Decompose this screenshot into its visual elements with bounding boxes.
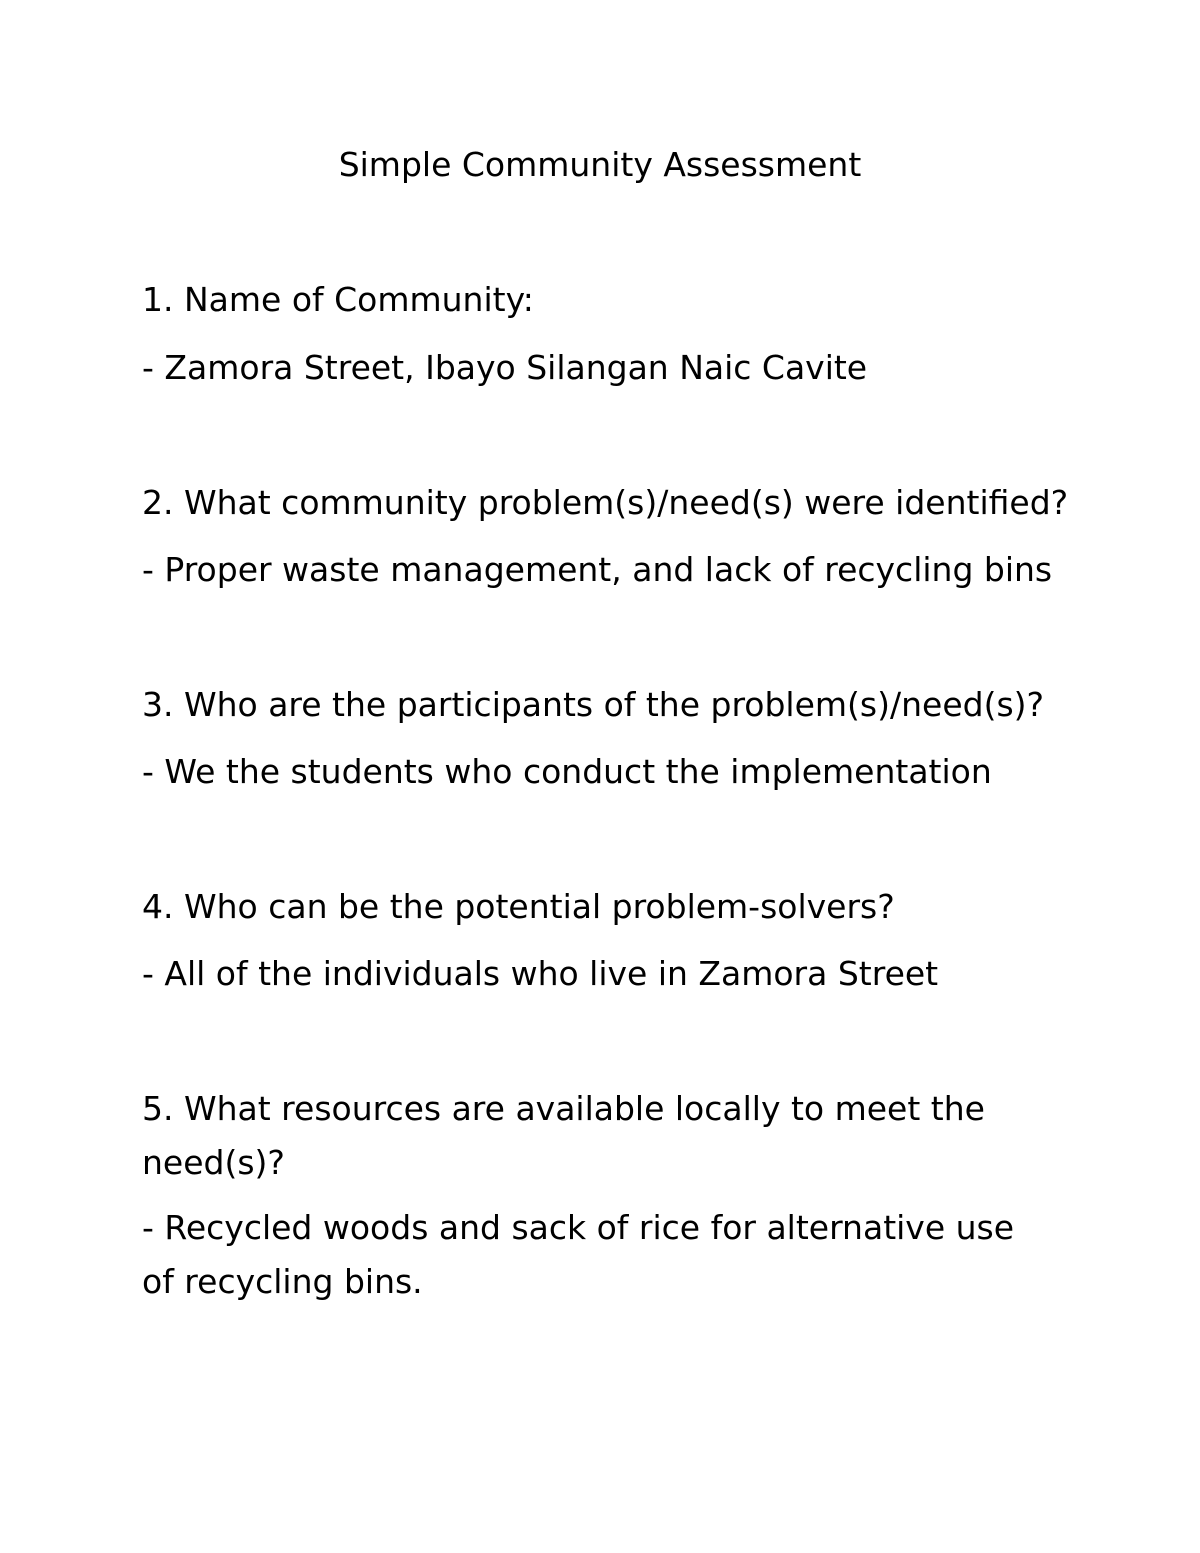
answer-1: - Zamora Street, Ibayo Silangan Naic Cavite — [142, 348, 868, 387]
question-2: 2. What community problem(s)/need(s) were identified? — [142, 483, 1069, 522]
answer-4: - All of the individuals who live in Zamora Street — [142, 954, 939, 993]
question-1: 1. Name of Community: — [142, 280, 534, 319]
answer-3: - We the students who conduct the implementation — [142, 752, 992, 791]
answer-5: - Recycled woods and sack of rice for alternative use of recycling bins. — [142, 1208, 1015, 1301]
question-4: 4. Who can be the potential problem-solvers? — [142, 887, 895, 926]
question-5: 5. What resources are available locally to meet the need(s)? — [142, 1089, 985, 1182]
document-title: Simple Community Assessment — [338, 145, 862, 184]
answer-2: - Proper waste management, and lack of recycling bins — [142, 550, 1053, 589]
question-3: 3. Who are the participants of the problem(s)/need(s)? — [142, 685, 1045, 724]
